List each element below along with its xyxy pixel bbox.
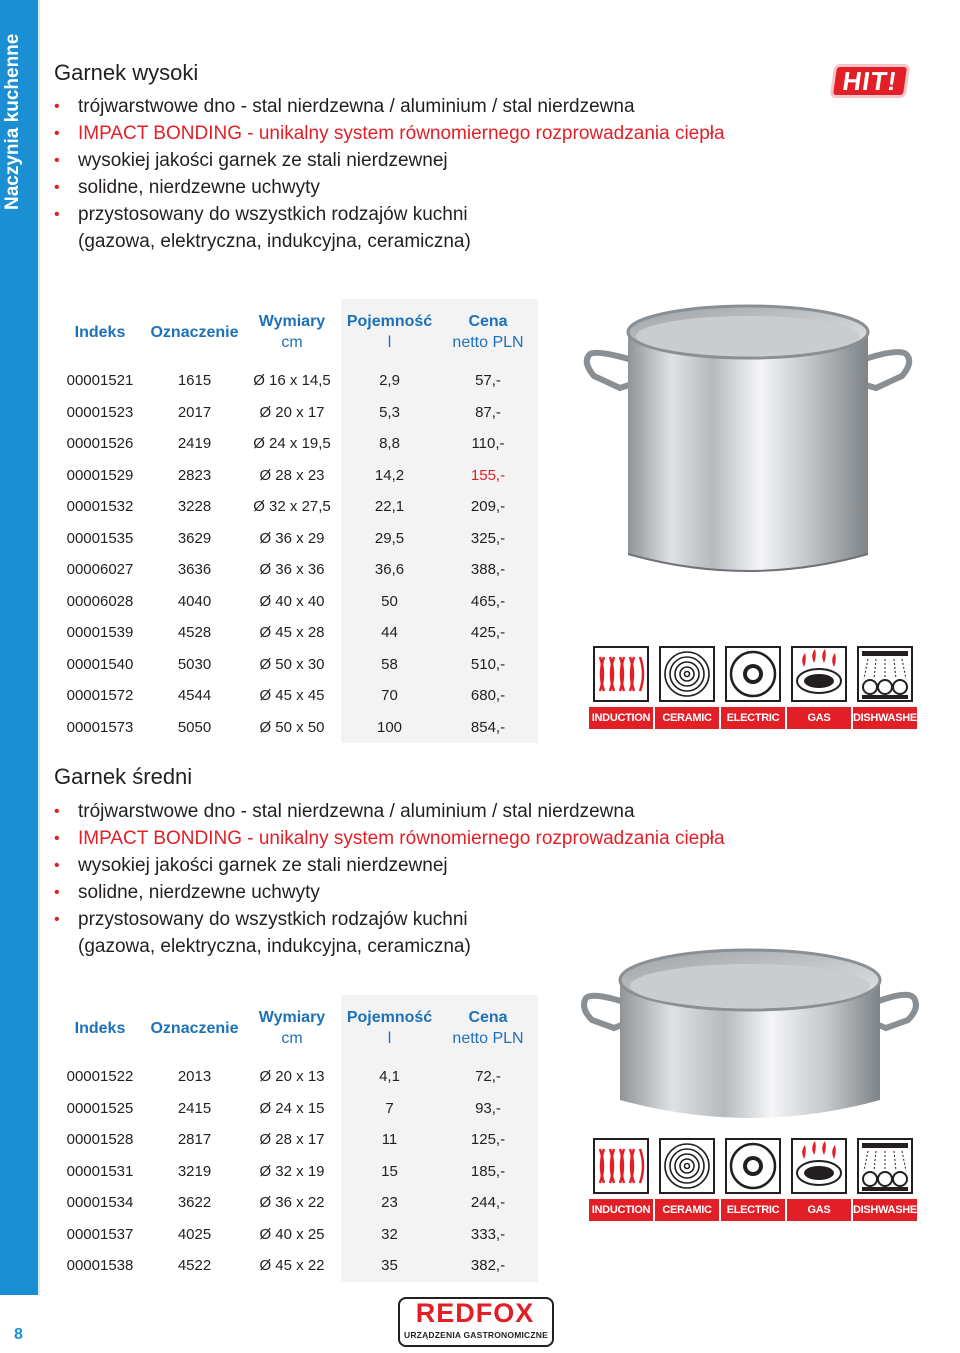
cell-capacity: 35	[341, 1250, 438, 1282]
hob-label: DISHWASHER	[853, 1199, 917, 1221]
cell-index: 00001537	[66, 1225, 134, 1243]
col-header-capacity: Pojemność l	[341, 995, 438, 1061]
cell-price: 93,-	[438, 1093, 538, 1125]
cell-capacity: 7	[341, 1093, 438, 1125]
table-row	[54, 649, 538, 681]
cell-capacity: 2,9	[341, 365, 438, 397]
cell-capacity: 50	[341, 586, 438, 618]
feature-item: • przystosowany do wszystkich rodzajów kuchni	[54, 906, 725, 933]
cell-index: 00001532	[66, 498, 134, 516]
table-header	[54, 995, 538, 1061]
cell-dimensions: Ø 36 x 36	[259, 561, 325, 579]
cell-dimensions: Ø 32 x 27,5	[253, 498, 331, 516]
cell-dimensions: Ø 40 x 25	[259, 1225, 325, 1243]
cell-price: 325,-	[438, 523, 538, 555]
feature-item: • wysokiej jakości garnek ze stali nierdzewnej	[54, 852, 725, 879]
cell-index: 00001528	[66, 1131, 134, 1149]
hob-electric	[722, 645, 784, 729]
hob-gas	[788, 645, 850, 729]
hob-label: CERAMIC	[655, 1199, 719, 1221]
cell-designation: 3219	[177, 1162, 212, 1180]
col-header-designation: Oznaczenie	[150, 323, 239, 341]
logo-name: REDFOX	[415, 1298, 535, 1328]
cell-price: 510,-	[438, 649, 538, 681]
col-header-capacity: Pojemność l	[341, 299, 438, 365]
cell-capacity: 15	[341, 1156, 438, 1188]
feature-item: • solidne, nierdzewne uchwyty	[54, 879, 725, 906]
cell-price: 87,-	[438, 397, 538, 429]
cell-capacity: 29,5	[341, 523, 438, 555]
cell-dimensions: Ø 28 x 17	[259, 1131, 325, 1149]
table-row	[54, 1156, 538, 1188]
table-row	[54, 1124, 538, 1156]
price-table-tall-pot	[54, 299, 538, 743]
cell-designation: 3629	[177, 529, 212, 547]
cell-dimensions: Ø 36 x 22	[259, 1194, 325, 1212]
feature-item: • solidne, nierdzewne uchwyty	[54, 174, 725, 201]
gas-flame-icon	[790, 1137, 848, 1195]
cell-price: 72,-	[438, 1061, 538, 1093]
logo-subtitle: URZĄDZENIA GASTRONOMICZNE	[404, 1330, 548, 1340]
cell-index: 00001523	[66, 403, 134, 421]
price-table-medium-pot	[54, 995, 538, 1282]
cell-capacity: 44	[341, 617, 438, 649]
table-row	[54, 1093, 538, 1125]
cell-dimensions: Ø 45 x 45	[259, 687, 325, 705]
feature-item: (gazowa, elektryczna, indukcyjna, ceramiczna)	[78, 936, 471, 957]
redfox-logo	[398, 1297, 556, 1349]
page-number: 8	[14, 1326, 23, 1343]
cell-capacity: 70	[341, 680, 438, 712]
cell-index: 00001539	[66, 624, 134, 642]
hob-gas	[788, 1137, 850, 1221]
feature-list-tall-pot	[54, 93, 725, 255]
hob-label: DISHWASHER	[853, 707, 917, 729]
cell-dimensions: Ø 40 x 40	[259, 592, 325, 610]
table-row	[54, 1250, 538, 1282]
cell-capacity: 100	[341, 712, 438, 744]
cell-dimensions: Ø 36 x 29	[259, 529, 325, 547]
cell-price: 110,-	[438, 428, 538, 460]
table-row	[54, 554, 538, 586]
cell-capacity: 4,1	[341, 1061, 438, 1093]
cell-designation: 4544	[177, 687, 212, 705]
cell-designation: 2419	[177, 435, 212, 453]
cell-capacity: 11	[341, 1124, 438, 1156]
cell-dimensions: Ø 16 x 14,5	[253, 372, 331, 390]
feature-item: • trójwarstwowe dno - stal nierdzewna / aluminium / stal nierdzewna	[54, 93, 725, 120]
cell-designation: 4040	[177, 592, 212, 610]
cell-designation: 3622	[177, 1194, 212, 1212]
cell-capacity: 58	[341, 649, 438, 681]
table-row	[54, 680, 538, 712]
table-row	[54, 1219, 538, 1251]
cell-designation: 4025	[177, 1225, 212, 1243]
feature-item: • trójwarstwowe dno - stal nierdzewna / aluminium / stal nierdzewna	[54, 798, 725, 825]
cell-index: 00001534	[66, 1194, 134, 1212]
cell-dimensions: Ø 20 x 13	[259, 1068, 325, 1086]
table-row	[54, 586, 538, 618]
cell-index: 00001540	[66, 655, 134, 673]
cell-index: 00001521	[66, 372, 134, 390]
cell-index: 00001573	[66, 718, 134, 736]
cell-index: 00001538	[66, 1257, 134, 1275]
hob-label: ELECTRIC	[721, 1199, 785, 1221]
table-body	[54, 365, 538, 743]
hob-label: CERAMIC	[655, 707, 719, 729]
section-title-tall-pot: Garnek wysoki	[54, 60, 199, 85]
col-header-price: Cena netto PLN	[438, 995, 538, 1061]
cell-index: 00001526	[66, 435, 134, 453]
cell-designation: 5050	[177, 718, 212, 736]
electric-icon	[724, 1137, 782, 1195]
cell-price: 57,-	[438, 365, 538, 397]
table-row	[54, 1187, 538, 1219]
hob-electric	[722, 1137, 784, 1221]
cell-index: 00001572	[66, 687, 134, 705]
cell-designation: 5030	[177, 655, 212, 673]
table-row	[54, 397, 538, 429]
dishwasher-icon	[856, 645, 914, 703]
hob-dishwasher	[853, 645, 925, 729]
cell-capacity: 5,3	[341, 397, 438, 429]
col-header-dimensions: Wymiary cm	[258, 1009, 326, 1047]
cell-capacity: 32	[341, 1219, 438, 1251]
cell-capacity: 23	[341, 1187, 438, 1219]
cell-index: 00001531	[66, 1162, 134, 1180]
cell-price: 425,-	[438, 617, 538, 649]
cell-index: 00006027	[66, 561, 134, 579]
cell-price: 465,-	[438, 586, 538, 618]
cell-index: 00006028	[66, 592, 134, 610]
cell-dimensions: Ø 32 x 19	[259, 1162, 325, 1180]
hob-label: GAS	[787, 707, 851, 729]
hob-ceramic	[656, 1137, 718, 1221]
feature-list-medium-pot	[54, 798, 725, 960]
cell-designation: 2013	[177, 1068, 212, 1086]
feature-item: • przystosowany do wszystkich rodzajów kuchni	[54, 201, 725, 228]
hob-compatibility-icons	[590, 645, 925, 729]
tall-pot-image	[580, 292, 916, 582]
cell-designation: 2017	[177, 403, 212, 421]
cell-price: 854,-	[438, 712, 538, 744]
cell-price: 680,-	[438, 680, 538, 712]
cell-dimensions: Ø 45 x 22	[259, 1257, 325, 1275]
ceramic-icon	[658, 1137, 716, 1195]
electric-icon	[724, 645, 782, 703]
table-row	[54, 617, 538, 649]
hob-label: GAS	[787, 1199, 851, 1221]
induction-icon	[592, 645, 650, 703]
cell-dimensions: Ø 24 x 19,5	[253, 435, 331, 453]
cell-capacity: 22,1	[341, 491, 438, 523]
cell-dimensions: Ø 24 x 15	[259, 1099, 325, 1117]
cell-index: 00001535	[66, 529, 134, 547]
dishwasher-icon	[856, 1137, 914, 1195]
cell-index: 00001525	[66, 1099, 134, 1117]
hob-label: INDUCTION	[589, 1199, 653, 1221]
col-header-designation: Oznaczenie	[150, 1019, 239, 1037]
hob-induction	[590, 1137, 652, 1221]
cell-capacity: 36,6	[341, 554, 438, 586]
cell-price: 244,-	[438, 1187, 538, 1219]
table-row	[54, 428, 538, 460]
cell-designation: 3228	[177, 498, 212, 516]
cell-dimensions: Ø 20 x 17	[259, 403, 325, 421]
feature-item: (gazowa, elektryczna, indukcyjna, ceramiczna)	[78, 231, 471, 252]
cell-dimensions: Ø 50 x 30	[259, 655, 325, 673]
induction-icon	[592, 1137, 650, 1195]
side-divider	[38, 0, 40, 1295]
table-header	[54, 299, 538, 365]
hob-label: INDUCTION	[589, 707, 653, 729]
table-row	[54, 1061, 538, 1093]
cell-index: 00001522	[66, 1068, 134, 1086]
cell-capacity: 14,2	[341, 460, 438, 492]
hit-badge: HIT!	[830, 64, 911, 98]
cell-designation: 2817	[177, 1131, 212, 1149]
hob-compatibility-icons	[590, 1137, 925, 1221]
table-row	[54, 460, 538, 492]
cell-price: 125,-	[438, 1124, 538, 1156]
cell-dimensions: Ø 50 x 50	[259, 718, 325, 736]
cell-designation: 4522	[177, 1257, 212, 1275]
cell-designation: 2415	[177, 1099, 212, 1117]
hob-ceramic	[656, 645, 718, 729]
cell-price: 388,-	[438, 554, 538, 586]
cell-dimensions: Ø 28 x 23	[259, 466, 325, 484]
cell-designation: 4528	[177, 624, 212, 642]
cell-designation: 1615	[177, 372, 212, 390]
cell-price: 155,-	[438, 460, 538, 492]
cell-capacity: 8,8	[341, 428, 438, 460]
col-header-price: Cena netto PLN	[438, 299, 538, 365]
table-row	[54, 491, 538, 523]
table-row	[54, 523, 538, 555]
hob-label: ELECTRIC	[721, 707, 785, 729]
ceramic-icon	[658, 645, 716, 703]
feature-item: • IMPACT BONDING - unikalny system równomiernego rozprowadzania ciepła	[54, 120, 725, 147]
cell-price: 185,-	[438, 1156, 538, 1188]
cell-designation: 3636	[177, 561, 212, 579]
table-row	[54, 365, 538, 397]
cell-dimensions: Ø 45 x 28	[259, 624, 325, 642]
cell-designation: 2823	[177, 466, 212, 484]
cell-price: 209,-	[438, 491, 538, 523]
cell-price: 333,-	[438, 1219, 538, 1251]
gas-flame-icon	[790, 645, 848, 703]
section-title-medium-pot: Garnek średni	[54, 764, 193, 789]
table-row	[54, 712, 538, 744]
cell-price: 382,-	[438, 1250, 538, 1282]
hob-dishwasher	[853, 1137, 925, 1221]
medium-pot-image	[580, 940, 920, 1140]
col-header-index: Indeks	[74, 323, 126, 341]
feature-item: • IMPACT BONDING - unikalny system równomiernego rozprowadzania ciepła	[54, 825, 725, 852]
table-body	[54, 1061, 538, 1282]
col-header-index: Indeks	[74, 1019, 126, 1037]
col-header-dimensions: Wymiary cm	[258, 313, 326, 351]
hob-induction	[590, 645, 652, 729]
cell-index: 00001529	[66, 466, 134, 484]
feature-item: • wysokiej jakości garnek ze stali nierdzewnej	[54, 147, 725, 174]
